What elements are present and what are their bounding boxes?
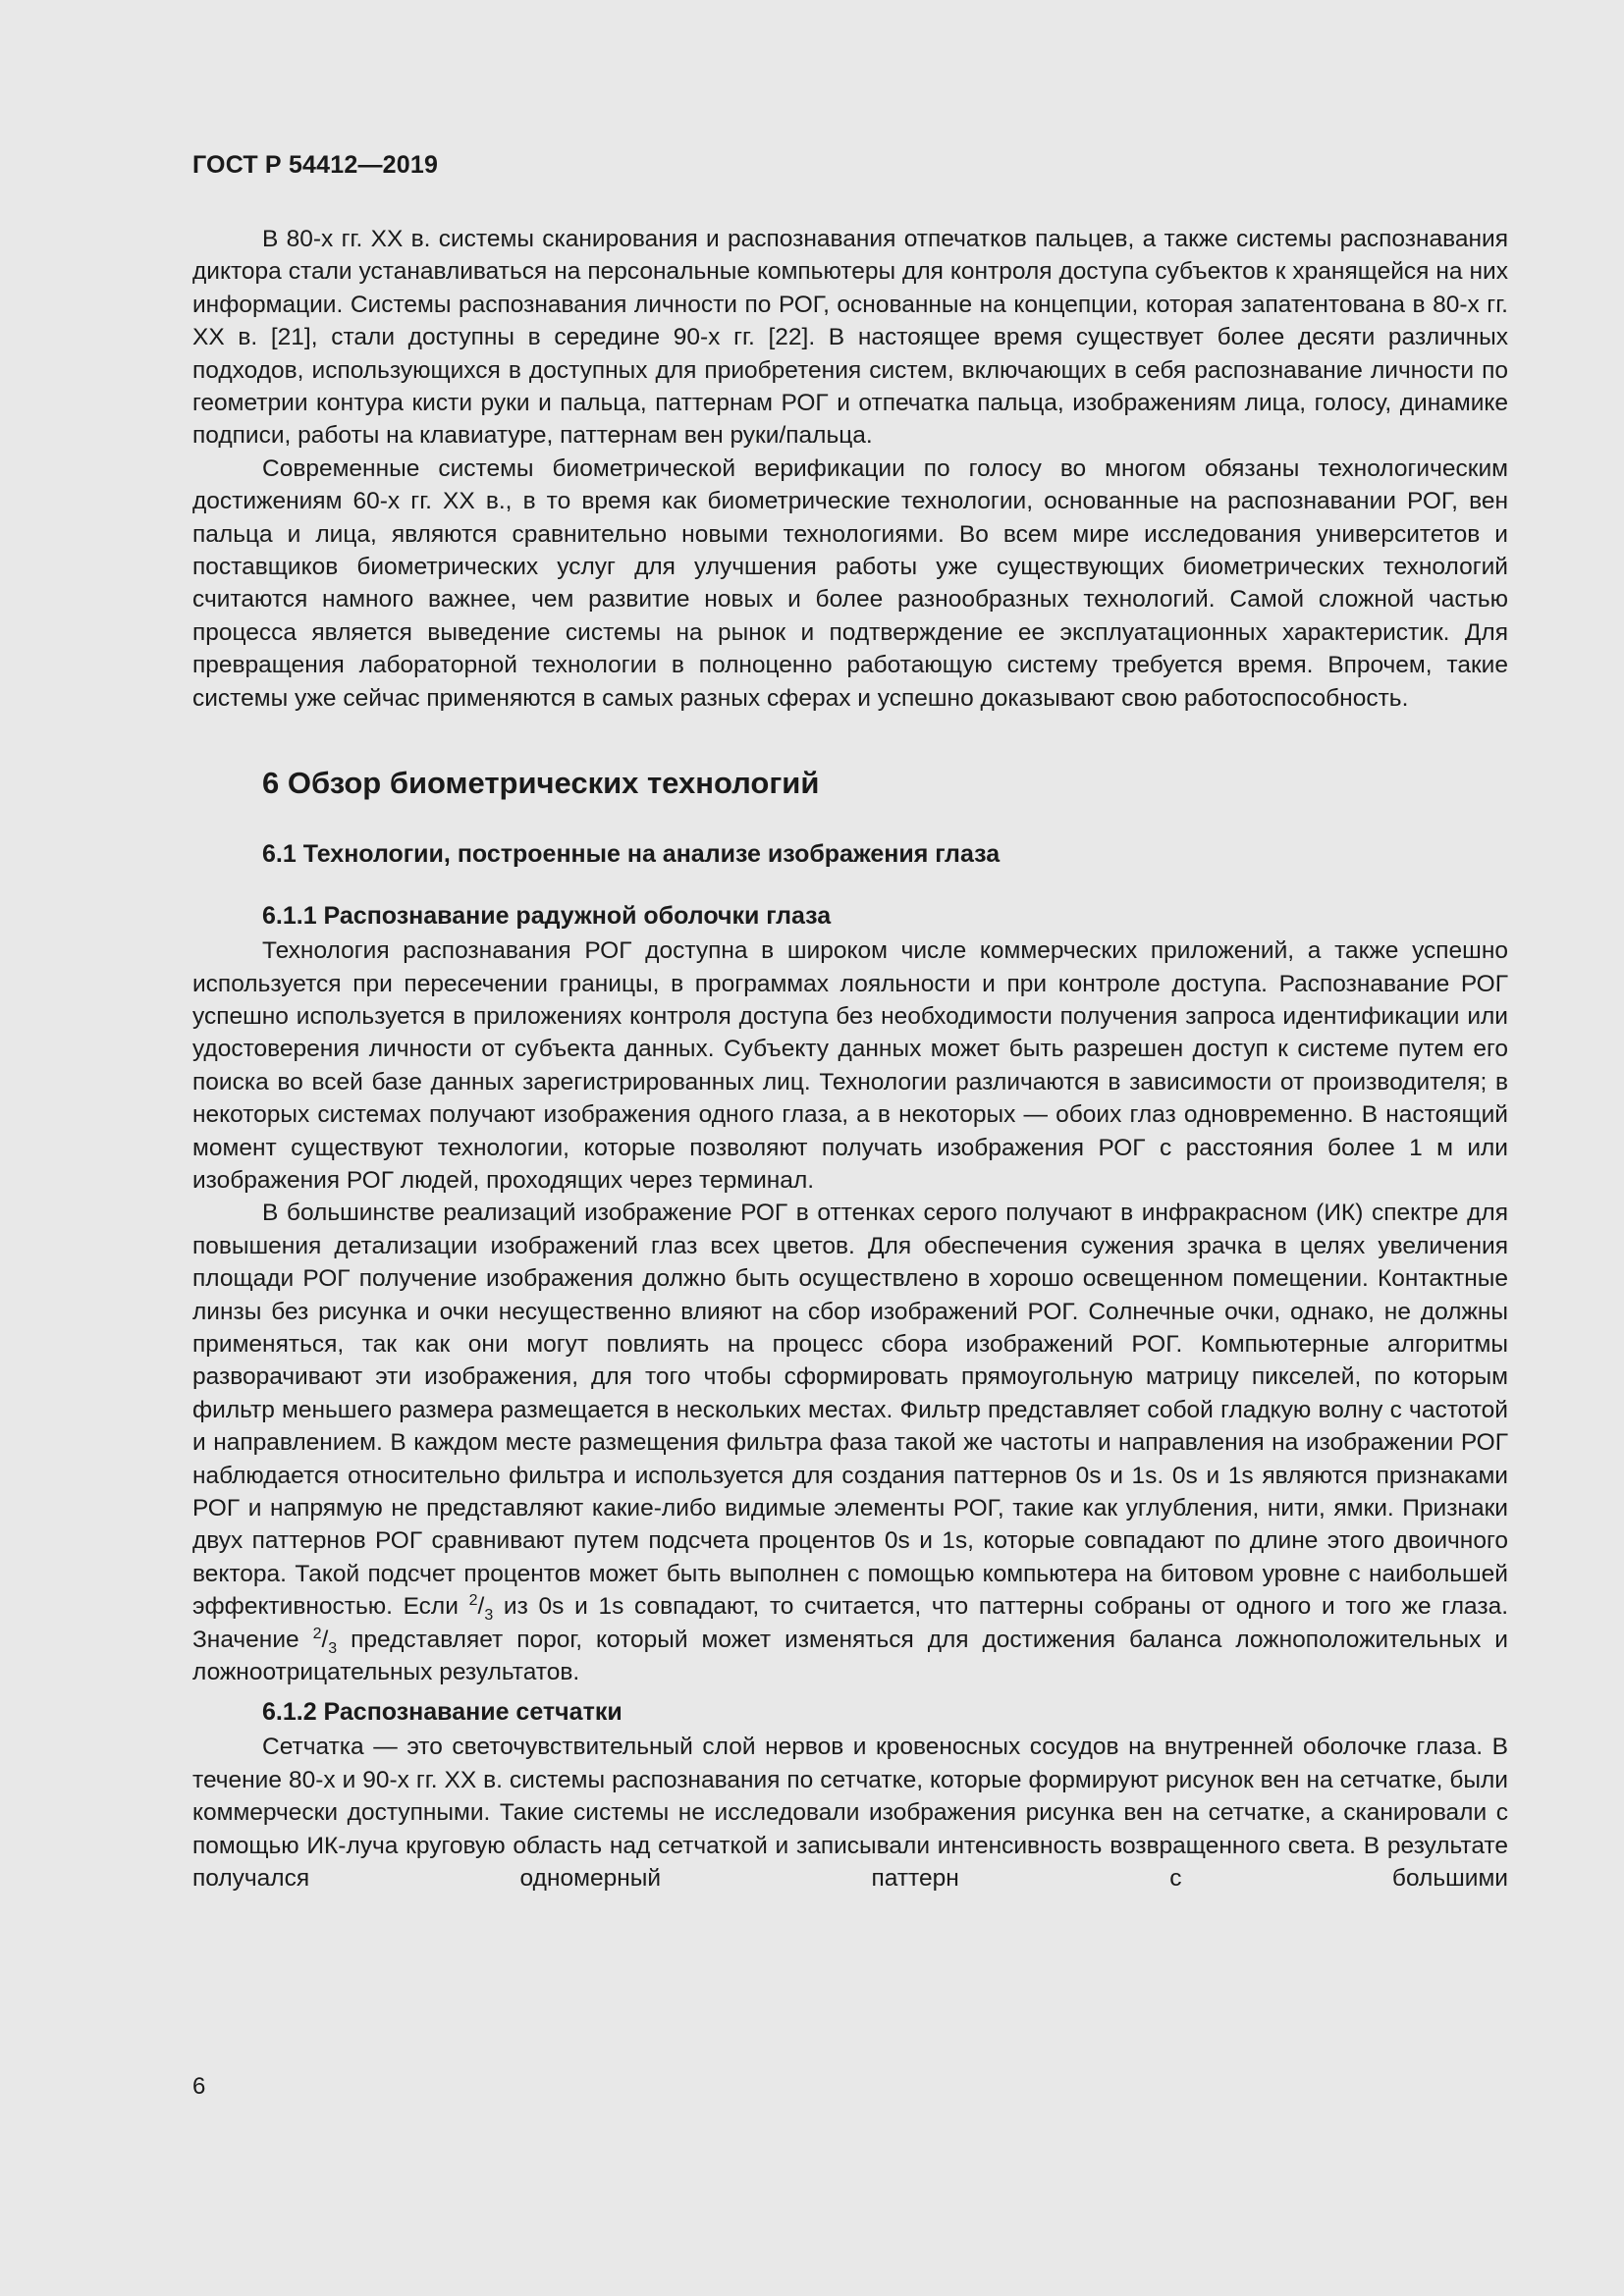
document-code: ГОСТ Р 54412—2019 xyxy=(192,151,439,179)
section-6-1-1-paragraph-2: В большинстве реализаций изображение РОГ в оттенках серого получают в инфракрасном (ИК) спектре для повышения детализации изображений глаз всех цветов. Для обеспечения сужения зрачка в целях увеличения площади РОГ получение изображения должно быть осуществлено в хорошо освещенном помещении. Контактные линзы без рисунка и очки несущественно влияют на сбор изображений РОГ. Солнечные очки, однако, не должны применяться, так как они могут повлиять на процесс сбора изображений РОГ. Компьютерные алгоритмы разворачивают эти изображения, для того чтобы сформировать прямоугольную матрицу пикселей, по которым фильтр меньшего размера размещается в нескольких местах. Фильтр представляет собой гладкую волну с частотой и направлением. В каждом месте размещения фильтра фаза такой же частоты и направления на изображении РОГ наблюдается относительно фильтра и используется для создания паттернов 0s и 1s. 0s и 1s являются признаками РОГ и напрямую не представляют какие-либо видимые элементы РОГ, такие как углубления, нити, ямки. Признаки двух паттернов РОГ сравнивают путем подсчета процентов 0s и 1s, которые совпадают по длине этого двоичного вектора. Такой подсчет процентов может быть выполнен с помощью компьютера на битовом уровне с наибольшей эффективностью. Если $^2/_3$ из 0s и 1s совпадают, то считается, что паттерны собраны от одного и того же глаза. Значение $^2/_3$ представляет порог, который может изменяться для достижения баланса ложноположительных и ложноотрицательных результатов. xyxy=(192,1200,1509,1686)
intro-paragraph-2: Современные системы биометрической верификации по голосу во многом обязаны технологическим достижениям 60-х гг. XX в., в то время как биометрические технологии, основанные на распознавании РОГ, вен пальца и лица, являются сравнительно новыми технологиями. Во всем мире исследования университетов и поставщиков биометрических услуг для улучшения работы уже существующих биометрических технологий считаются намного важнее, чем развитие новых и более разнообразных технологий. Самой сложной частью процесса является выведение системы на рынок и подтверждение ее эксплуатационных характеристик. Для превращения лабораторной технологии в полноценно работающую систему требуется время. Впрочем, такие системы уже сейчас применяются в самых разных сферах и успешно доказывают свою работоспособность. xyxy=(192,454,1508,712)
document-body xyxy=(192,223,1508,1895)
section-6-heading: 6 Обзор биометрических технологий xyxy=(262,766,820,801)
fraction-denominator: 3 xyxy=(484,1607,494,1625)
fraction-denominator-2: 3 xyxy=(328,1639,338,1657)
section-6-1-2-heading: 6.1.2 Распознавание сетчатки xyxy=(262,1698,623,1727)
section-6-1-2-paragraph-1: Сетчатка — это светочувствительный слой нервов и кровеносных сосудов на внутренней оболочке глаза. В течение 80-х и 90-х гг. XX в. системы распознавания по сетчатке, которые формируют рисунок вен на сетчатке, были коммерчески доступными. Такие системы не исследовали изображения рисунка вен на сетчатке, а сканировали с помощью ИК-луча круговую область над сетчаткой и записывали интенсивность возвращенного света. В результате получался одномерный паттерн с большими xyxy=(192,1734,1508,1893)
paragraph-text-part-c: представляет порог, который может изменяться для достижения баланса ложноположительных и ложноотрицательных результатов. xyxy=(192,1626,1508,1686)
fraction-numerator: 2 xyxy=(468,1592,478,1610)
page-number: 6 xyxy=(192,2073,206,2100)
section-6-1-1-heading: 6.1.1 Распознавание радужной оболочки глаза xyxy=(262,902,832,931)
paragraph-text-part-b: из 0s и 1s совпадают, то считается, что паттерны собраны от одного и того же глаза. Значение xyxy=(192,1593,1509,1653)
paragraph-text-part-a: В большинстве реализаций изображение РОГ в оттенках серого получают в инфракрасном (ИК) спектре для повышения детализации изображений глаз всех цветов. Для обеспечения сужения зрачка в целях увеличения площади РОГ получение изображения должно быть осуществлено в хорошо освещенном помещении. Контактные линзы без рисунка и очки несущественно влияют на сбор изображений РОГ. Солнечные очки, однако, не должны применяться, так как они могут повлиять на процесс сбора изображений РОГ. Компьютерные алгоритмы разворачивают эти изображения, для того чтобы сформировать прямоугольную матрицу пикселей, по которым фильтр меньшего размера размещается в нескольких местах. Фильтр представляет собой гладкую волну с частотой и направлением. В каждом месте размещения фильтра фаза такой же частоты и направления на изображении РОГ наблюдается относительно фильтра и используется для создания паттернов 0s и 1s. 0s и 1s являются признаками РОГ и напрямую не представляют какие-либо видимые элементы РОГ, такие как углубления, нити, ямки. Признаки двух паттернов РОГ сравнивают путем подсчета процентов 0s и 1s, которые совпадают по длине этого двоичного вектора. Такой подсчет процентов может быть выполнен с помощью компьютера на битовом уровне с наибольшей эффективностью. Если xyxy=(192,1200,1508,1621)
section-6-1-1-paragraph-1: Технология распознавания РОГ доступна в широком числе коммерческих приложений, а также успешно используется при пересечении границы, в программах лояльности и при контроле доступа. Распознавание РОГ успешно используется в приложениях контроля доступа без необходимости получения запроса идентификации или удостоверения личности от субъекта данных. Субъекту данных может быть разрешен доступ к системе путем его поиска во всей базе данных зарегистрированных лиц. Технологии различаются в зависимости от производителя; в некоторых системах получают изображения одного глаза, а в некоторых — обоих глаз одновременно. В настоящий момент существуют технологии, которые позволяют получать изображения РОГ с расстояния более 1 м или изображения РОГ людей, проходящих через терминал. xyxy=(192,937,1508,1194)
section-6-1-heading: 6.1 Технологии, построенные на анализе изображения глаза xyxy=(262,840,1001,869)
fraction-numerator-2: 2 xyxy=(312,1625,322,1642)
intro-paragraph-1: В 80-х гг. XX в. системы сканирования и распознавания отпечатков пальцев, а также системы распознавания диктора стали устанавливаться на персональные компьютеры для контроля доступа субъектов к хранящейся на них информации. Системы распознавания личности по РОГ, основанные на концепции, которая запатентована в 80-х гг. XX в. [21], стали доступны в середине 90-х гг. [22]. В настоящее время существует более десяти различных подходов, использующихся в доступных для приобретения систем, включающих в себя распознавание личности по геометрии контура кисти руки и пальца, паттернам РОГ и отпечатка пальца, изображениям лица, голосу, динамике подписи, работы на клавиатуре, паттернам вен руки/пальца. xyxy=(192,226,1508,450)
